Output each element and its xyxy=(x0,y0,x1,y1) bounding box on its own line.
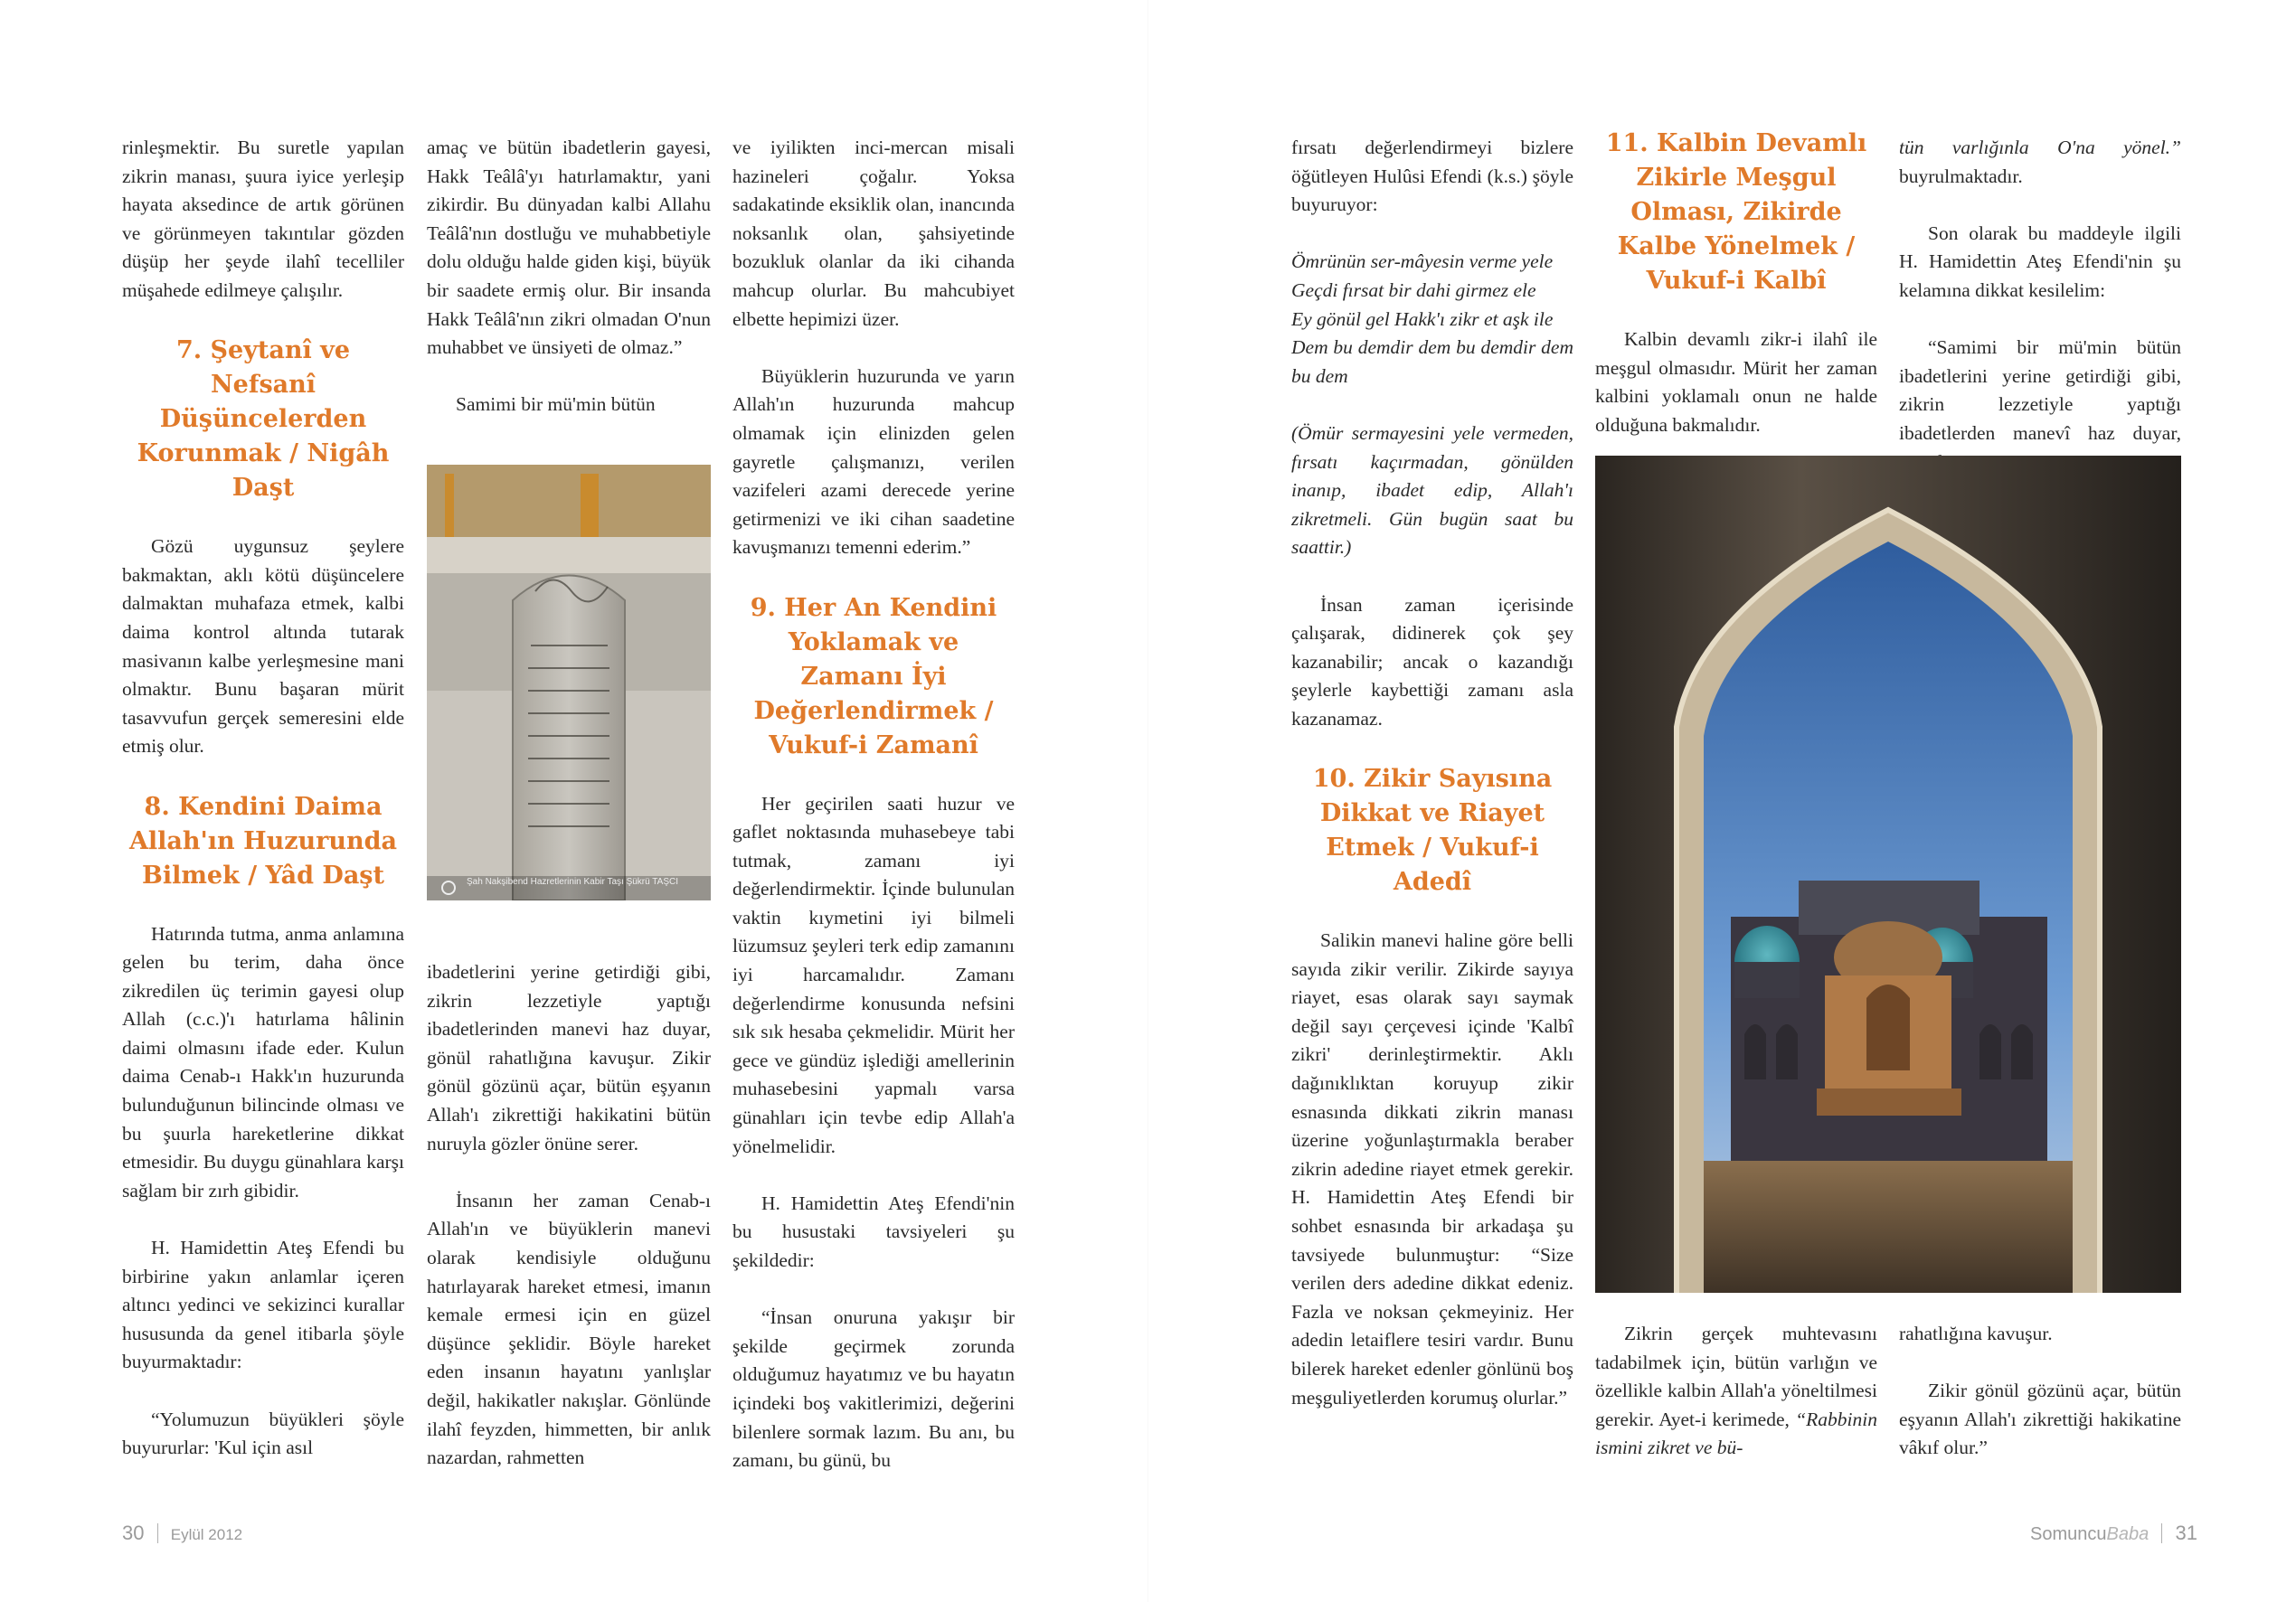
paragraph: amaç ve bütün ibadetlerin gayesi, Hakk Teâlâ'yı hatırlamaktır, yani zikirdir. Bu dünyadan kalbi Allahu Teâlâ'nın dostluğu ve muhabbetiyle dolu olduğu halde giden kişi, büyük bir saadete ermiş olur. Bir insanda Hakk Teâlâ'nın zikri olmadan O'nun muhabbet ve ünsiyeti de olmaz.” xyxy=(427,137,711,359)
paragraph: ve iyilikten inci-mercan misali hazineleri çoğalır. Yoksa sadakatinde eksiklik olan, inancında noksanlık olan, şahsiyetinde bozukluk olanlar da iki cihanda mahcup olurlar. Bu mahcubiyet elbette hepimizi üzer. xyxy=(732,137,1015,330)
paragraph: “İnsan onuruna yakışır bir şekilde geçirmek zorunda olduğumuz hayatımız ve bu hayatın içindeki boş vakitlerimizi, değerini bilenlere sormak lazım. Bu anı, bu zamanı, bu günü, bu xyxy=(732,1306,1015,1472)
poem-line: Dem bu demdir dem bu demdir dem bu dem xyxy=(1291,336,1573,387)
section-heading-9: 9. Her An Kendini Yoklamak ve Zamanı İyi Değerlendirmek / Vukuf-i Zamanî xyxy=(750,593,997,759)
issue-date: Eylül 2012 xyxy=(170,1526,243,1543)
tombstone-photo xyxy=(427,465,711,900)
paragraph: Her geçirilen saati huzur ve gaflet noktasında muhasebeye tabi tutmak, zamanı iyi değerlendirmektir. İçinde bulunulan vaktin kıymetini iyi bilmeli lüzumsuz şeyleri terk edip zamanını iyi harcamalıdır. Zamanı değerlendirme konusunda nefsini sık sık hesaba çekmelidir. Mürit her gece ve gündüz işlediği amellerinin muhasebesini yapmalı varsa günahları için tevbe edip Allah'a yönelmelidir. xyxy=(732,792,1015,1157)
paragraph xyxy=(1595,1320,1877,1463)
paragraph: “Samimi bir mü'min bütün ibadetlerini yerine getirdiği gibi, zikrin lezzetiyle yaptığı ibadetlerden manevî haz duyar, xyxy=(1899,336,2181,444)
section-heading-8: 8. Kendini Daima Allah'ın Huzurunda Bilmek / Yâd Daşt xyxy=(128,792,398,890)
paragraph: İnsanın her zaman Cenab-ı Allah'ın ve büyüklerin manevi olarak kendisiyle olduğunu hatırlayarak hareket etmesi, imanın kemale ermesi için en güzel düşünce şeklidir. Böyle hareket eden insanın hayatını yanlışlar değil, hakikatler nakışlar. Gönlünde ilahî feyzden, himmetten, bir anlık nazardan, rahmetten xyxy=(427,1189,711,1469)
paragraph: H. Hamidettin Ateş Efendi'nin bu husustaki tavsiyeleri şu şekildedir: xyxy=(732,1192,1015,1271)
left-column-1 xyxy=(122,134,404,1491)
paragraph-text: Zikrin gerçek muhtevasını tadabilmek için, bütün varlığın ve özellikle kalbin Allah'a yöneltilmesi gerekir. Ayet-i kerimede, xyxy=(1595,1323,1877,1430)
footer-divider xyxy=(157,1523,158,1543)
quote-italic: “Rabbinin ismini zikret ve bü- xyxy=(1595,1408,1877,1459)
left-column-2 xyxy=(427,134,711,448)
quote-italic: tün varlığınla O'na yönel.” xyxy=(1899,137,2181,158)
brand-logo xyxy=(2030,1524,2149,1544)
poem-line: Geçdi fırsat bir dahi girmez ele xyxy=(1291,278,1536,301)
paragraph: Büyüklerin huzurunda ve yarın Allah'ın huzurunda mahcup olmamak için elinizden gelen gayretle çalışmanızı, verilen vazifeleri azami derecede yerine getirmenizi ve iki cihan saadetine kavuşmanızı temenni ederim.” xyxy=(732,364,1015,559)
tombstone-image xyxy=(427,465,711,900)
section-heading-10: 10. Zikir Sayısına Dikkat ve Riayet Etmek / Vukuf-i Adedî xyxy=(1312,765,1553,897)
right-column-3-top xyxy=(1899,134,2181,505)
right-footer xyxy=(2008,1522,2197,1545)
right-column-1 xyxy=(1291,134,1573,1441)
poem xyxy=(1291,248,1573,391)
paragraph: Zikir gönül gözünü açar, bütün eşyanın Allah'ı zikrettiği hakikatine vâkıf olur.” xyxy=(1899,1380,2181,1459)
paragraph: fırsatı değerlendirmeyi bizlere öğütleyen Hulûsi Efendi (k.s.) şöyle buyuruyor: xyxy=(1291,137,1573,216)
paragraph: ibadetlerini yerine getirdiği gibi, zikrin lezzetiyle yaptığı ibadetlerinden manevi haz duyar, gönül rahatlığına kavuşur. Zikir gönül gözünü açar, bütün eşyanın Allah'ı zikrettiği hakikatini bütün nuruyla gözler önüne serer. xyxy=(427,961,711,1154)
right-column-3-bottom xyxy=(1899,1320,2181,1492)
right-column-2-top xyxy=(1595,127,1877,468)
paragraph: Salikin manevi haline göre belli sayıda zikir verilir. Zikirde sayıya riayet, esas olarak sayı saymak değil sayı çerçevesi içinde 'Kalbî zikri' derinleştirmektir. Aklı dağınıklıktan koruyup zikir esnasında dikkati zikrin manası üzerine yoğunlaştırmakla beraber zikrin adedine riayet etmek gerekir. H. Hamidettin Ateş Efendi bir sohbet esnasında bir arkadaşa şu tavsiyede bulunmuştur: “Size verilen ders adedine dikkat edeniz. Fazla ve noksan çekmeyiniz. Her adedin letaiflere tesiri vardır. Bunu bilerek hareket edenler gönlünü boş meşguliyetlerden korumuş olurlar.” xyxy=(1291,929,1573,1409)
paragraph: Samimi bir mü'min bütün xyxy=(456,393,656,416)
paragraph: Gözü uygunsuz şeylere bakmaktan, aklı kötü düşüncelere dalmaktan muhafaza etmek, kalbi daima kontrol altında tutarak masivanın kalbe yerleşmesine mani olmaktır. Bunu başaran mürit tasavvufun gerçek semeresini elde etmiş olur. xyxy=(122,535,404,758)
footer-divider xyxy=(2161,1523,2162,1543)
paragraph: Kalbin devamlı zikr-i ilahî ile meşgul olmasıdır. Mürit her zaman kalbini yoklamalı onun ne halde olduğuna bakmalıdır. xyxy=(1595,328,1877,436)
mosque-arch-photo xyxy=(1595,456,2181,1293)
page-number: 30 xyxy=(122,1522,145,1544)
brand-somuncu: Somuncu xyxy=(2030,1524,2107,1544)
paragraph: Hatırında tutma, anma anlamına gelen bu terim, daha önce zikredilen üç terimin gayesi olup Allah (c.c.)'ı hatırlama hâlinin daimi olmasını ifade eder. Kulun daima Cenab-ı Hakk'ın huzurunda bulunduğunun bilincinde olması ve bu şuurla hareketlerine dikkat etmesidir. Bu duygu günahlara karşı sağlam bir zırh gibidir. xyxy=(122,922,404,1202)
paragraph: H. Hamidettin Ateş Efendi bu birbirine yakın anlamlar içeren altıncı yedinci ve sekizinci kurallar hususunda da genel itibarla şöyle buyurmaktadır: xyxy=(122,1237,404,1373)
section-heading-7: 7. Şeytanî ve Nefsanî Düşüncelerden Korunmak / Nigâh Daşt xyxy=(137,336,390,503)
page-number: 31 xyxy=(2175,1522,2197,1544)
left-column-2-lower xyxy=(427,958,711,1501)
photo-caption: Şah Nakşibend Hazretlerinin Kabir Taşı Şükrü TAŞCI xyxy=(467,877,678,887)
paragraph: Son olarak bu maddeyle ilgili H. Hamidettin Ateş Efendi'nin şu kelamına dikkat kesilelim: xyxy=(1899,221,2181,301)
paragraph: rahatlığına kavuşur. xyxy=(1899,1323,2053,1344)
paragraph xyxy=(1899,134,2181,191)
poem-line: Ömrünün ser-mâyesin verme yele xyxy=(1291,250,1554,273)
paragraph: “Yolumuzun büyükleri şöyle buyururlar: 'Kul için asıl xyxy=(122,1408,404,1459)
left-footer xyxy=(122,1522,242,1545)
mosque-image xyxy=(1595,456,2181,1293)
quote-rest: buyrulmaktadır. xyxy=(1899,165,2023,187)
brand-baba: Baba xyxy=(2106,1524,2150,1544)
paragraph: rinleşmektir. Bu suretle yapılan zikrin manası, şuura iyice yerleşip hayata aksedince de artık görünen ve görünmeyen takıntılar gözden düşüp her şeyde ilahî tecelliler müşahede edilmeye çalışılır. xyxy=(122,137,404,301)
left-column-3 xyxy=(732,134,1015,1503)
gutter-shadow xyxy=(1147,0,1148,1602)
poem-line: Ey gönül gel Hakk'ı zikr et aşk ile xyxy=(1291,307,1554,330)
right-column-2-bottom xyxy=(1595,1320,1877,1492)
paragraph: İnsan zaman içerisinde çalışarak, didinerek çok şey kazanabilir; ancak o kazandığı şeylerle kaybettiği zamanı asla kazanamaz. xyxy=(1291,593,1573,730)
section-heading-11: 11. Kalbin Devamlı Zikirle Meşgul Olması, Zikirde Kalbe Yönelmek / Vukuf-i Kalbî xyxy=(1605,129,1867,295)
poem-translation: (Ömür sermayesini yele vermeden, fırsatı kaçırmadan, gönülden inanıp, ibadet edip, Allah'ı zikretmeli. Gün bugün saat bu saattir.) xyxy=(1291,421,1573,559)
